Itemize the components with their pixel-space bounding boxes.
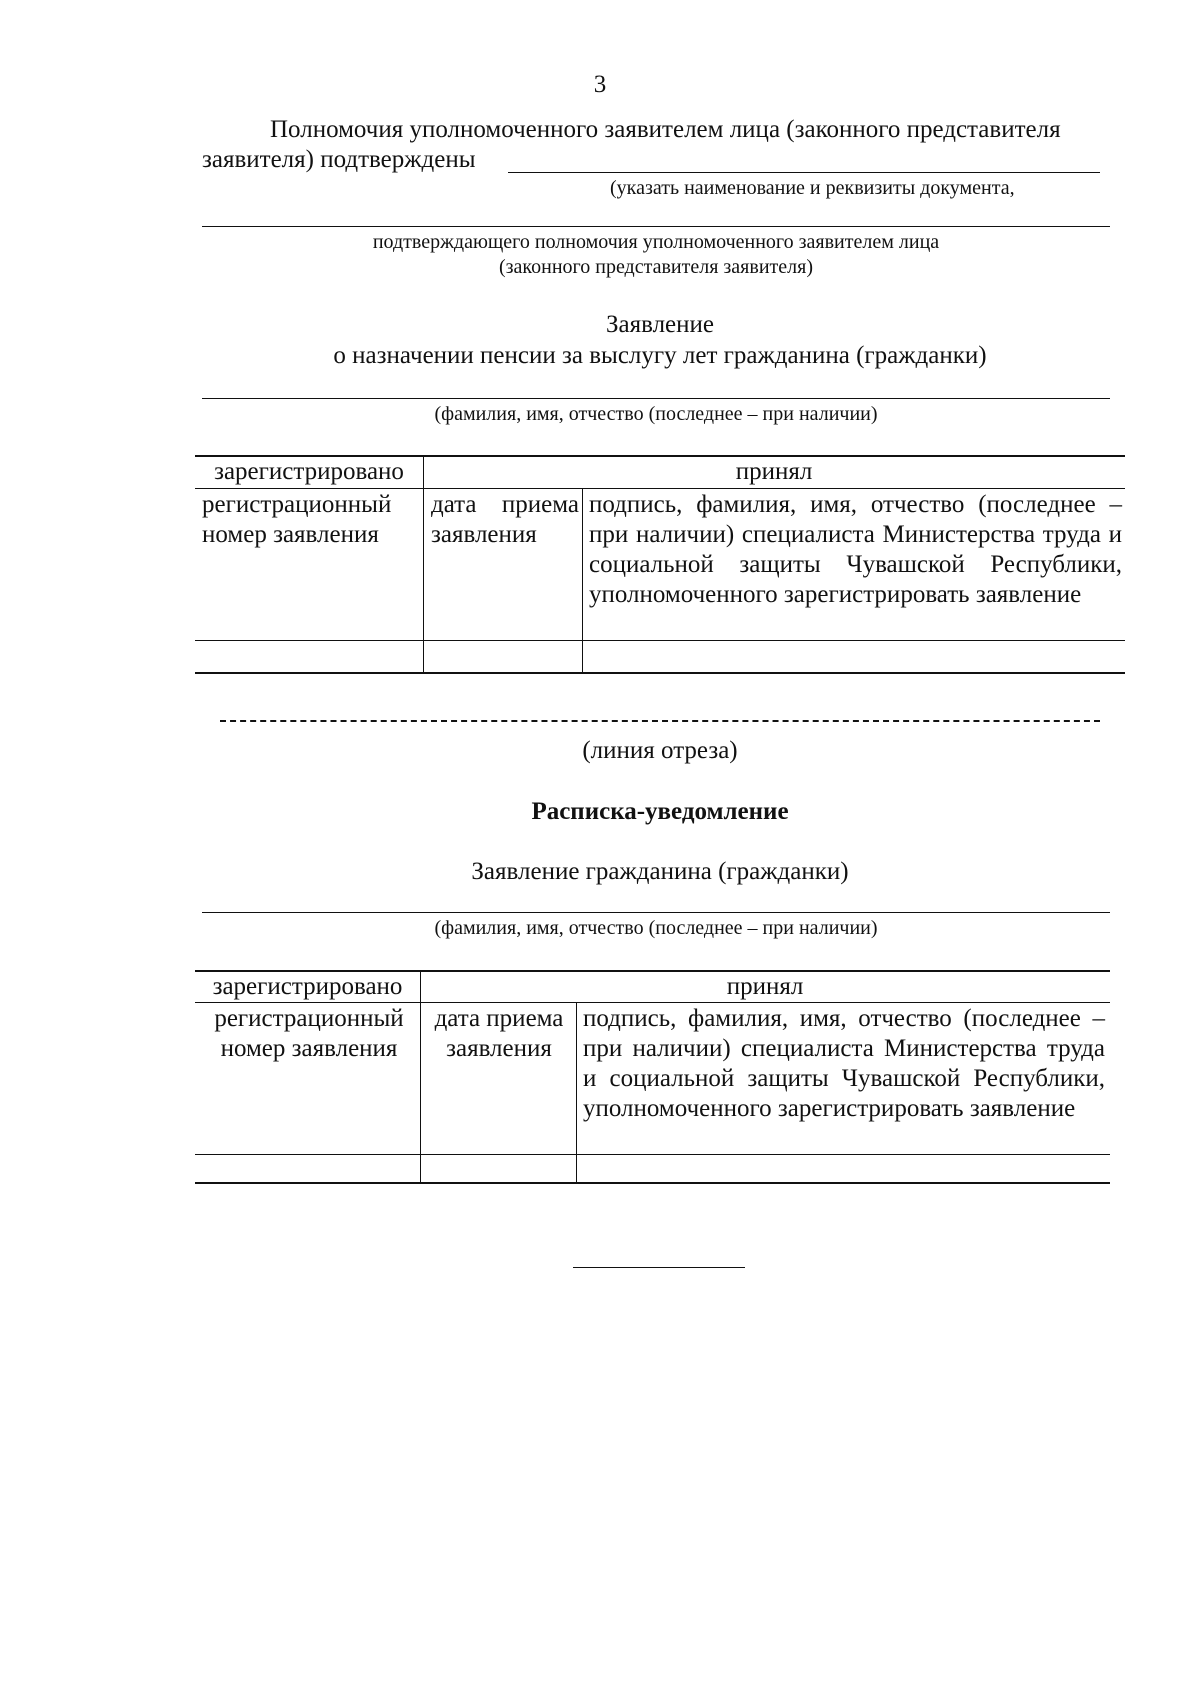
header-registered: зарегистрировано [212, 973, 403, 1000]
applicant-name-field[interactable] [202, 398, 1110, 399]
receipt-subtitle: Заявление гражданина (гражданки) [471, 858, 849, 885]
cut-line [220, 720, 1100, 722]
table-border [423, 455, 424, 672]
receipt-title: Расписка-уведомление [531, 798, 789, 825]
entry-acceptance-date[interactable] [425, 641, 581, 671]
entry-specialist-signature[interactable] [578, 1155, 1109, 1181]
application-subtitle: о назначении пенсии за выслугу лет гражданина (гражданки) [333, 342, 987, 369]
cell-registration-number: регистрационный номер заявления [202, 491, 392, 548]
header-registered: зарегистрировано [214, 458, 404, 485]
header-accepted: принял [726, 973, 804, 1000]
cut-line-label: (линия отреза) [582, 737, 738, 764]
header-accepted: принял [735, 458, 813, 485]
authority-hint-1: (указать наименование и реквизиты документа, [610, 177, 1015, 199]
authority-line-1: Полномочия уполномоченного заявителем лица (законного представителя [270, 116, 1061, 143]
authority-document-field-continued[interactable] [202, 226, 1110, 227]
authority-hint-2: подтверждающего полномочия уполномоченного заявителем лица [372, 231, 940, 253]
entry-acceptance-date[interactable] [422, 1155, 575, 1181]
entry-registration-number[interactable] [196, 1155, 419, 1181]
receipt-applicant-name-hint: (фамилия, имя, отчество (последнее – при наличии) [434, 917, 878, 939]
applicant-name-hint: (фамилия, имя, отчество (последнее – при наличии) [434, 403, 878, 425]
table-border [582, 488, 583, 672]
cell-acceptance-date: дата приема заявления [431, 491, 579, 548]
entry-specialist-signature[interactable] [584, 641, 1124, 671]
authority-document-field[interactable] [508, 172, 1100, 173]
table-border [195, 1002, 1110, 1003]
table-border [195, 488, 1125, 489]
table-border [195, 672, 1125, 674]
table-border [576, 1002, 577, 1182]
cell-acceptance-date: дата приема заявления [434, 1005, 564, 1062]
receipt-applicant-name-field[interactable] [202, 912, 1110, 913]
cell-registration-number: регистрационный номер заявления [214, 1005, 404, 1062]
cell-specialist-signature: подпись, фамилия, имя, отчество (последнее – при наличии) специалиста Министерства труда и социальной защиты Чувашской Республики, уполномоченного зарегистрировать заявление [589, 491, 1122, 608]
authority-hint-3: (законного представителя заявителя) [498, 256, 813, 278]
page-number: 3 [593, 71, 607, 98]
application-title: Заявление [605, 311, 715, 338]
entry-registration-number[interactable] [196, 641, 422, 671]
cell-specialist-signature: подпись, фамилия, имя, отчество (последнее – при наличии) специалиста Министерства труда и социальной защиты Чувашской Республики, уполномоченного зарегистрировать заявление [583, 1005, 1105, 1122]
closing-separator [573, 1267, 745, 1268]
table-border [195, 1182, 1110, 1184]
authority-line-2: заявителя) подтверждены [202, 146, 476, 173]
